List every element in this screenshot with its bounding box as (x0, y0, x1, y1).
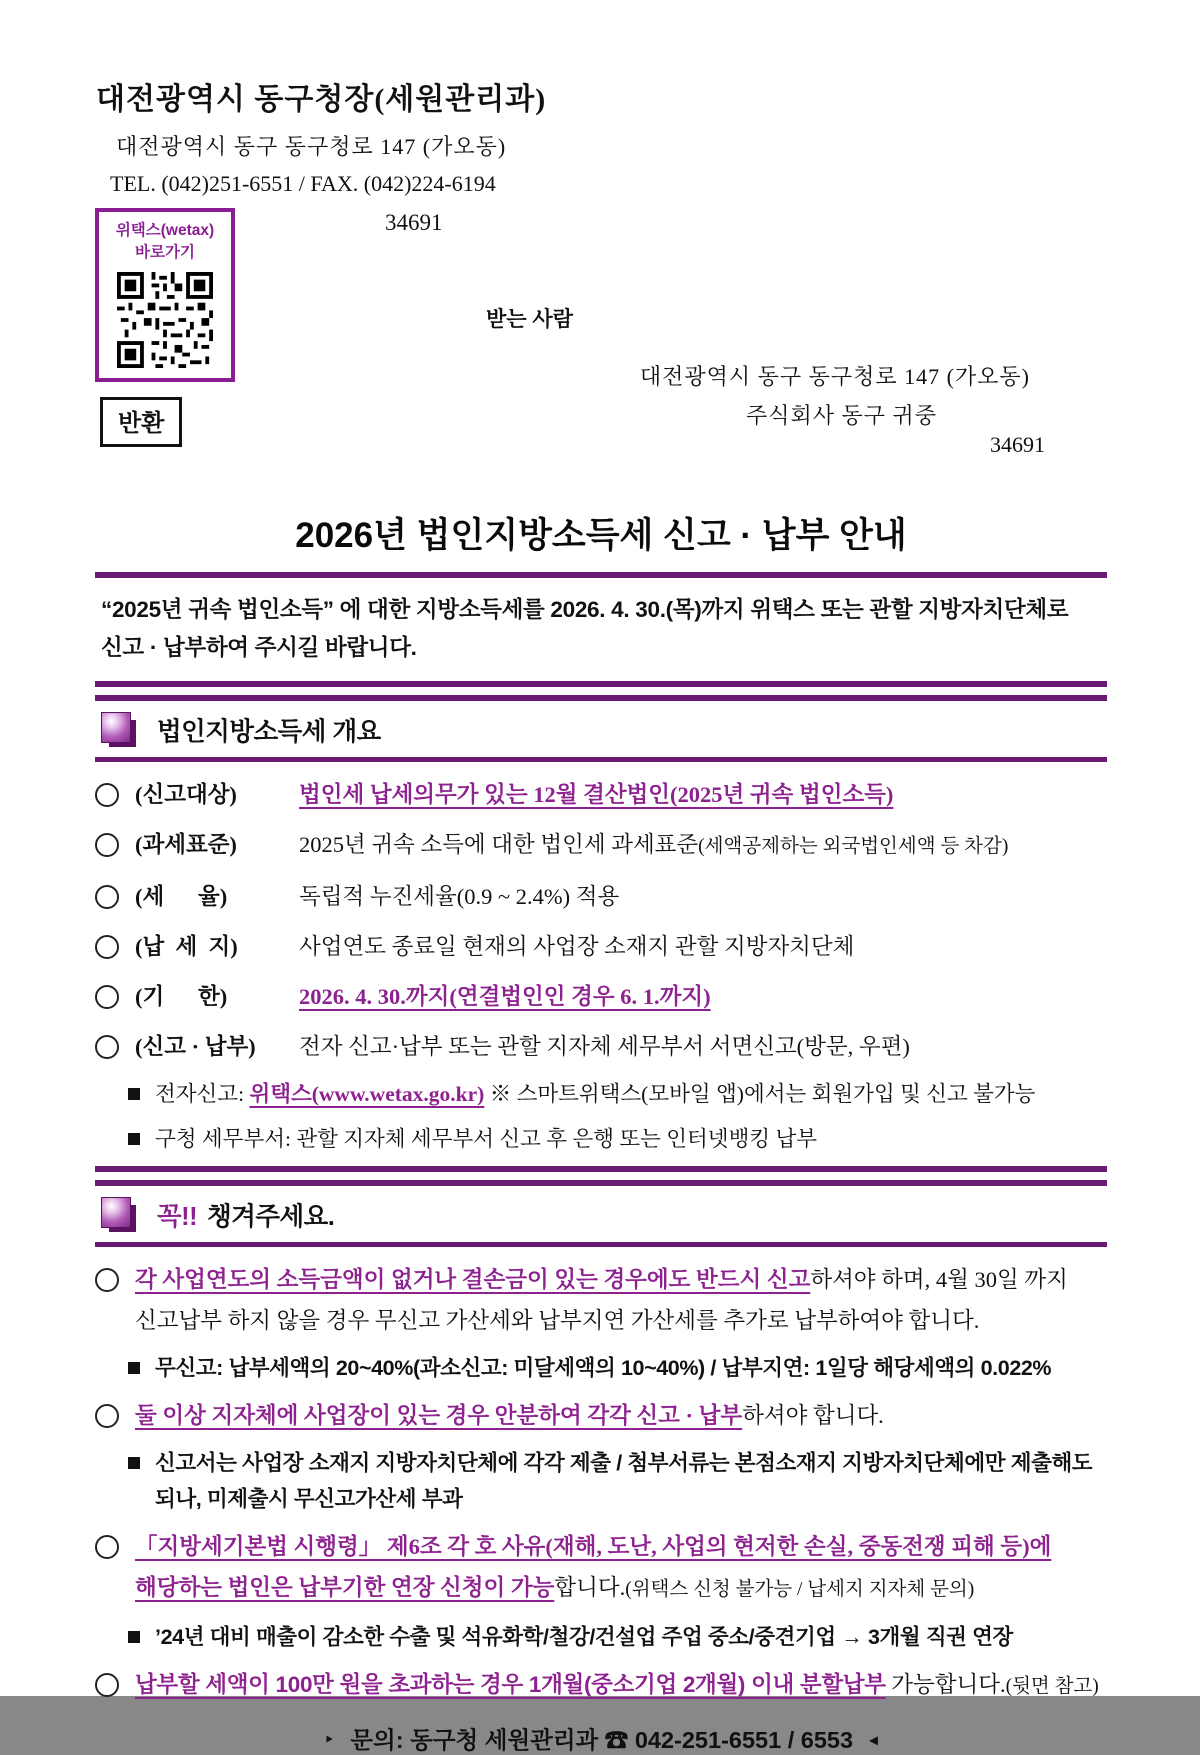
circle-bullet (95, 985, 119, 1009)
list-item (95, 1526, 1107, 1610)
section-overview-title: 법인지방소득세 개요 (157, 718, 381, 746)
item-text: 독립적 누진세율(0.9 ~ 2.4%) 적용 (299, 884, 620, 909)
return-stamp-box: 반환 (100, 397, 182, 447)
page-title: 2026년 법인지방소득세 신고 · 납부 안내 (295, 516, 907, 555)
square-bullet (128, 1088, 140, 1100)
divider (95, 757, 1107, 762)
left-triangle-icon: ◂ (869, 1732, 878, 1749)
list-item (95, 1664, 1107, 1707)
circle-bullet (95, 1673, 119, 1697)
item-label: (신고대상) (135, 782, 237, 807)
item-text: 하셔야 하며, 4월 30일 까지 신고납부 하지 않을 경우 무신고 가산세와 납부지연 가산세를 추가로 납부하여야 합니다. (135, 1267, 1068, 1333)
wetax-label-line2: 바로가기 (135, 244, 195, 261)
list-item (95, 1395, 1107, 1436)
circle-bullet (95, 833, 119, 857)
item-emphasis: 납부할 세액이 100만 원을 초과하는 경우 1개월(중소기업 2개월) 이내 분할납부 (135, 1672, 886, 1697)
purple-square-icon (101, 712, 139, 748)
circle-bullet (95, 1268, 119, 1292)
recipient-label: 받는 사람 (486, 308, 573, 331)
circle-bullet (95, 885, 119, 909)
circle-bullet (95, 1535, 119, 1559)
sender-postal-code: 34691 (385, 210, 443, 235)
wetax-qr-box (95, 208, 235, 382)
item-text: 전자신고: (155, 1082, 250, 1106)
sub-list-item (128, 1619, 1107, 1655)
right-triangle-icon: ‣ (324, 1732, 334, 1749)
item-text: 전자 신고·납부 또는 관할 지자체 세무부서 서면신고(방문, 우편) (299, 1034, 910, 1059)
item-text: 합니다. (554, 1575, 626, 1600)
sub-list-item (128, 1076, 1107, 1112)
reminders-list (95, 1259, 1107, 1707)
phone-icon: ☎ (604, 1727, 629, 1753)
section-overview-header (95, 701, 1107, 757)
item-emphasis: 2026. 4. 30.까지(연결법인인 경우 6. 1.까지) (299, 984, 711, 1009)
list-item (95, 926, 1107, 967)
item-emphasis: 각 사업연도의 소득금액이 없거나 결손금이 있는 경우에도 반드시 신고 (135, 1267, 811, 1292)
item-text: 하셔야 합니다. (742, 1403, 884, 1428)
section-reminders-title: 챙겨주세요. (207, 1203, 335, 1231)
item-text: 무신고: 납부세액의 20~40%(과소신고: 미달세액의 10~40%) / 납부지연: 1일당 해당세액의 0.022% (155, 1356, 1052, 1380)
item-text: ’24년 대비 매출이 감소한 수출 및 석유화학/철강/건설업 주업 중소/중견기업 → 3개월 직권 연장 (155, 1625, 1013, 1649)
sender-address: 대전광역시 동구 동구청로 147 (가오동) (116, 134, 507, 159)
intro-paragraph: “2025년 귀속 법인소득” 에 대한 지방소득세를 2026. 4. 30.(목)까지 위택스 또는 관할 지방자치단체로 신고 · 납부하여 주시길 바랍니다. (101, 597, 1069, 660)
item-note: (세액공제하는 외국법인세액 등 차감) (698, 836, 1009, 857)
item-text: ※ 스마트위택스(모바일 앱)에서는 회원가입 및 신고 불가능 (484, 1082, 1036, 1106)
item-note: (뒷면 참고) (1005, 1676, 1099, 1697)
item-text: 신고서는 사업장 소재지 지방자치단체에 각각 제출 / 첨부서류는 본점소재지 지방자치단체에만 제출해도 되나, 미제출시 무신고가산세 부과 (155, 1451, 1093, 1511)
wetax-label-line1: 위택스(wetax) (115, 222, 215, 239)
item-text: 가능합니다. (885, 1672, 1006, 1697)
item-emphasis: 법인세 납세의무가 있는 12월 결산법인(2025년 귀속 법인소득) (299, 782, 894, 807)
circle-bullet (95, 783, 119, 807)
sub-list-item (128, 1350, 1107, 1386)
item-label: (신고 · 납부) (135, 1034, 256, 1059)
contact-label: 문의: 동구청 세원관리과 (350, 1727, 599, 1753)
sub-list-item (128, 1121, 1107, 1157)
recipient-address: 대전광역시 동구 동구청로 147 (가오동) (639, 364, 1030, 389)
list-item (95, 876, 1107, 917)
item-label: (기 한) (135, 984, 228, 1009)
wetax-qr-code (117, 272, 213, 368)
square-bullet (128, 1362, 140, 1374)
contact-footer (95, 1721, 1107, 1755)
section-reminders-emphasis: 꼭!! (157, 1203, 198, 1231)
list-item (95, 824, 1107, 867)
item-label: (과세표준) (135, 832, 237, 857)
sub-list-item (128, 1445, 1107, 1517)
recipient-postal-code: 34691 (990, 432, 1045, 457)
item-emphasis: 둘 이상 지자체에 사업장이 있는 경우 안분하여 각각 신고 · 납부 (135, 1403, 743, 1428)
square-bullet (128, 1457, 140, 1469)
section-reminders-header (95, 1186, 1107, 1242)
circle-bullet (95, 1404, 119, 1428)
purple-square-icon (101, 1197, 139, 1233)
divider (95, 572, 1107, 578)
list-item (95, 1026, 1107, 1067)
list-item (95, 774, 1107, 815)
item-note: (위택스 신청 불가능 / 납세지 지자체 문의) (625, 1579, 975, 1600)
notice-content (95, 508, 1107, 1755)
item-emphasis: 「지방세기본법 시행령」 제6조 각 호 사유(재해, 도난, 사업의 현저한 손실, 중동전쟁 피해 등)에 해당하는 법인은 납부기한 연장 신청이 가능 (135, 1534, 1052, 1600)
sender-org-title: 대전광역시 동구청장(세원관리과) (96, 83, 547, 116)
wetax-url-link[interactable]: 위택스(www.wetax.go.kr) (249, 1082, 485, 1106)
circle-bullet (95, 1035, 119, 1059)
sender-tel-fax: TEL. (042)251-6551 / FAX. (042)224-6194 (110, 171, 496, 196)
contact-phone: 042-251-6551 / 6553 (634, 1727, 854, 1753)
item-text: 구청 세무부서: 관할 지자체 세무부서 신고 후 은행 또는 인터넷뱅킹 납부 (155, 1127, 818, 1151)
list-item (95, 976, 1107, 1017)
item-label: (세 율) (135, 884, 228, 909)
item-label: (납 세 지) (135, 934, 238, 959)
list-item (95, 1259, 1107, 1341)
overview-list (95, 774, 1107, 1157)
square-bullet (128, 1631, 140, 1643)
divider (95, 1242, 1107, 1247)
circle-bullet (95, 935, 119, 959)
recipient-company: 주식회사 동구 귀중 (745, 403, 937, 428)
item-text: 2025년 귀속 소득에 대한 법인세 과세표준 (299, 832, 699, 857)
square-bullet (128, 1133, 140, 1145)
item-text: 사업연도 종료일 현재의 사업장 소재지 관할 지방자치단체 (299, 934, 855, 959)
